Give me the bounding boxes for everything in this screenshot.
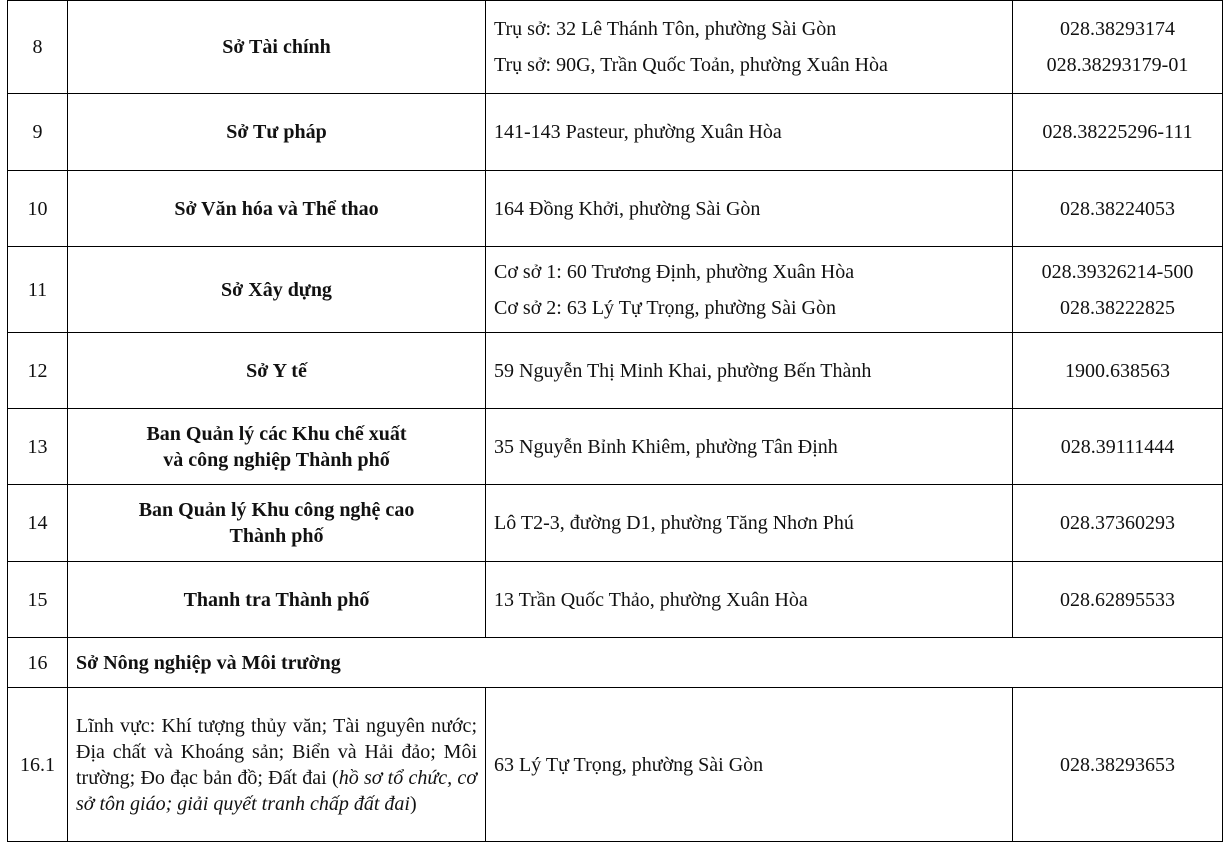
agency-phone (1013, 247, 1223, 333)
address-line: Trụ sở: 90G, Trần Quốc Toản, phường Xuân Hòa (494, 54, 888, 76)
agency-name: Sở Tài chính (68, 1, 486, 94)
row-number: 16 (8, 638, 68, 688)
agency-phone: 028.38293653 (1013, 688, 1223, 842)
agency-address: 164 Đồng Khởi, phường Sài Gòn (486, 171, 1013, 247)
phone-line: 028.38293179-01 (1046, 54, 1189, 76)
table-row (8, 1, 1223, 94)
address-line: Trụ sở: 32 Lê Thánh Tôn, phường Sài Gòn (494, 18, 837, 40)
domain-text: Lĩnh vực: Khí tượng thủy văn; Tài nguyên nước; Địa chất và Khoáng sản; Biển và Hải đảo; Môi trường; Đo đạc bản đồ; Đất đai (76, 714, 477, 789)
address-line: Cơ sở 1: 60 Trương Định, phường Xuân Hòa (494, 260, 855, 283)
agency-name (68, 409, 486, 485)
agency-name-line: Thành phố (229, 525, 324, 547)
section-title: Sở Nông nghiệp và Môi trường (68, 638, 1223, 688)
table-row (8, 409, 1223, 485)
phone-line: 028.39326214-500 (1041, 260, 1194, 283)
row-number: 16.1 (8, 688, 68, 842)
agency-name: Thanh tra Thành phố (68, 562, 486, 638)
domain-note: hồ sơ tổ chức, cơ sở tôn giáo; giải quyết tranh chấp đất đai (76, 766, 477, 815)
agency-address (486, 247, 1013, 333)
table-row (8, 688, 1223, 842)
agency-phone: 028.62895533 (1013, 562, 1223, 638)
row-number: 13 (8, 409, 68, 485)
row-number: 15 (8, 562, 68, 638)
agency-phone: 028.38225296-111 (1013, 94, 1223, 171)
agency-phone (1013, 1, 1223, 94)
agency-name-line: Ban Quản lý các Khu chế xuất (146, 422, 407, 445)
agency-address: 35 Nguyễn Bỉnh Khiêm, phường Tân Định (486, 409, 1013, 485)
phone-line: 028.38293174 (1060, 18, 1175, 40)
phone-line: 028.38222825 (1060, 296, 1175, 319)
table-row (8, 247, 1223, 333)
table-row (8, 94, 1223, 171)
table-row (8, 171, 1223, 247)
agency-address: 59 Nguyễn Thị Minh Khai, phường Bến Thành (486, 333, 1013, 409)
table-row (8, 333, 1223, 409)
row-number: 11 (8, 247, 68, 333)
agency-phone: 028.37360293 (1013, 485, 1223, 562)
row-number: 14 (8, 485, 68, 562)
row-number: 9 (8, 94, 68, 171)
agency-phone: 028.38224053 (1013, 171, 1223, 247)
table-row (8, 485, 1223, 562)
agency-name (68, 485, 486, 562)
agency-name: Sở Xây dựng (68, 247, 486, 333)
agency-address: 13 Trần Quốc Thảo, phường Xuân Hòa (486, 562, 1013, 638)
agency-directory-table (7, 0, 1223, 842)
agency-name-line: và công nghiệp Thành phố (163, 448, 390, 471)
agency-name: Sở Tư pháp (68, 94, 486, 171)
agency-address: 63 Lý Tự Trọng, phường Sài Gòn (486, 688, 1013, 842)
agency-address: Lô T2-3, đường D1, phường Tăng Nhơn Phú (486, 485, 1013, 562)
table-row (8, 562, 1223, 638)
address-line: Cơ sở 2: 63 Lý Tự Trọng, phường Sài Gòn (494, 296, 836, 319)
row-number: 10 (8, 171, 68, 247)
agency-address (486, 1, 1013, 94)
domain-description: Lĩnh vực: Khí tượng thủy văn; Tài nguyên nước; Địa chất và Khoáng sản; Biển và Hải đảo; Môi trường; Đo đạc bản đồ; Đất đai (hồ sơ tổ chức, cơ sở tôn giáo; giải quyết tranh chấp đất đai) (68, 688, 486, 842)
row-number: 8 (8, 1, 68, 94)
agency-name: Sở Y tế (68, 333, 486, 409)
row-number: 12 (8, 333, 68, 409)
section-row (8, 638, 1223, 688)
agency-address: 141-143 Pasteur, phường Xuân Hòa (486, 94, 1013, 171)
agency-phone: 1900.638563 (1013, 333, 1223, 409)
agency-phone: 028.39111444 (1013, 409, 1223, 485)
agency-name: Sở Văn hóa và Thể thao (68, 171, 486, 247)
agency-name-line: Ban Quản lý Khu công nghệ cao (138, 499, 415, 521)
